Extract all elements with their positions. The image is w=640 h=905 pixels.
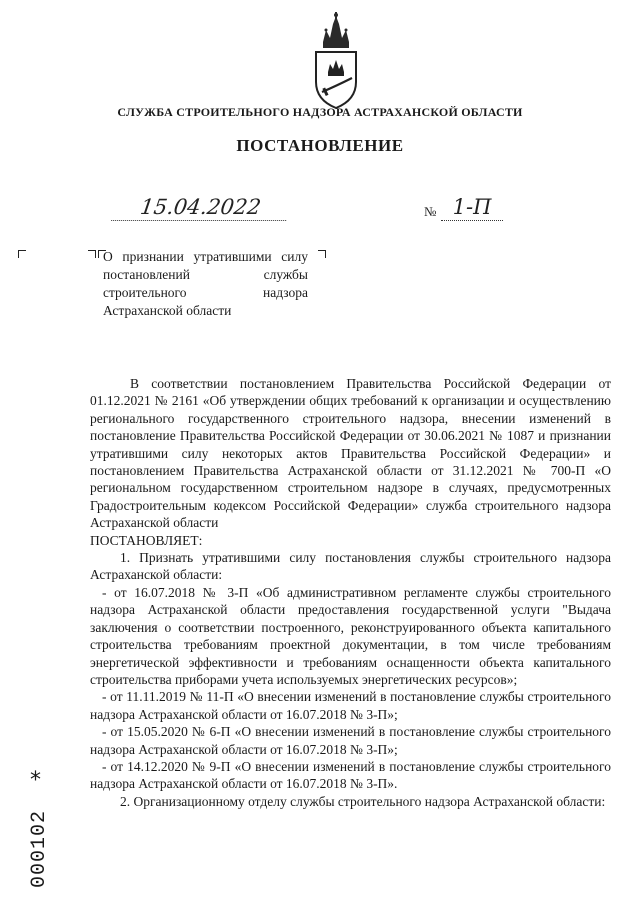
corner-mark-left — [18, 250, 26, 258]
number-label: № — [424, 204, 437, 219]
repealed-act-1: - от 16.07.2018 № 3-П «Об административном регламенте службы строительного надзора Астраханской области предоставления государственной услуги "Выдача заключения о соответствии построенного, реконструированного объекта капитального строительства требованиям проектной документации, в том числе требованиям энергетической эффективности и требованиям оснащенности объекта капитального строительства приборами учета используемых энергетических ресурсов»; — [90, 584, 611, 687]
agency-name: СЛУЖБА СТРОИТЕЛЬНОГО НАДЗОРА АСТРАХАНСКОЙ ОБЛАСТИ — [117, 105, 523, 119]
stamp-code: 000102 — [28, 809, 51, 888]
resolves-heading: ПОСТАНОВЛЯЕТ: — [90, 532, 203, 548]
item-2-paragraph: 2. Организационному отделу службы строительного надзора Астраханской области: — [120, 793, 606, 809]
repealed-act-2: - от 11.11.2019 № 11-П «О внесении изменений в постановление службы строительного надзора Астраханской области от 16.07.2018 № 3-П»; — [90, 689, 611, 722]
document-date: 15.04.2022 — [111, 194, 290, 221]
document-number: 1-П — [441, 194, 503, 221]
registration-stamp — [22, 770, 62, 900]
document-body — [90, 375, 611, 810]
repealed-act-3: - от 15.05.2020 № 6-П «О внесении изменений в постановление службы строительного надзора Астраханской области от 16.07.2018 № 3-П»; — [90, 724, 611, 757]
document-type-title: ПОСТАНОВЛЕНИЕ — [236, 136, 404, 155]
corner-mark-subject-left — [88, 250, 96, 258]
corner-mark-subject-right — [318, 250, 326, 258]
astrakhan-coat-of-arms-emblem — [308, 12, 364, 110]
preamble-paragraph: В соответствии постановлением Правительства Российской Федерации от 01.12.2021 № 2161 «Об утверждении общих требований к организации и осуществлению регионального государственного строительного надзора, внесении изменений в постановление Правительства Российской Федерации от 30.06.2021 № 1087 и признании утратившими силу некоторых актов Правительства Российской Федерации» и постановлением Правительства Астраханской области от 31.12.2021 № 700-П «О региональном государственном строительном надзоре в случаях, предусмотренных Градостроительным кодексом Российской Федерации» служба строительного надзора Астраханской области — [90, 376, 611, 531]
document-subject: О признании утратившими силу постановлений службы строительного надзора Астраханской области — [103, 249, 308, 318]
item-1-paragraph: 1. Признать утратившими силу постановления службы строительного надзора Астраханской области: — [90, 550, 611, 583]
stamp-asterisk: * — [30, 768, 41, 793]
repealed-act-4: - от 14.12.2020 № 9-П «О внесении изменений в постановление службы строительного надзора Астраханской области от 16.07.2018 № 3-П». — [90, 758, 611, 792]
